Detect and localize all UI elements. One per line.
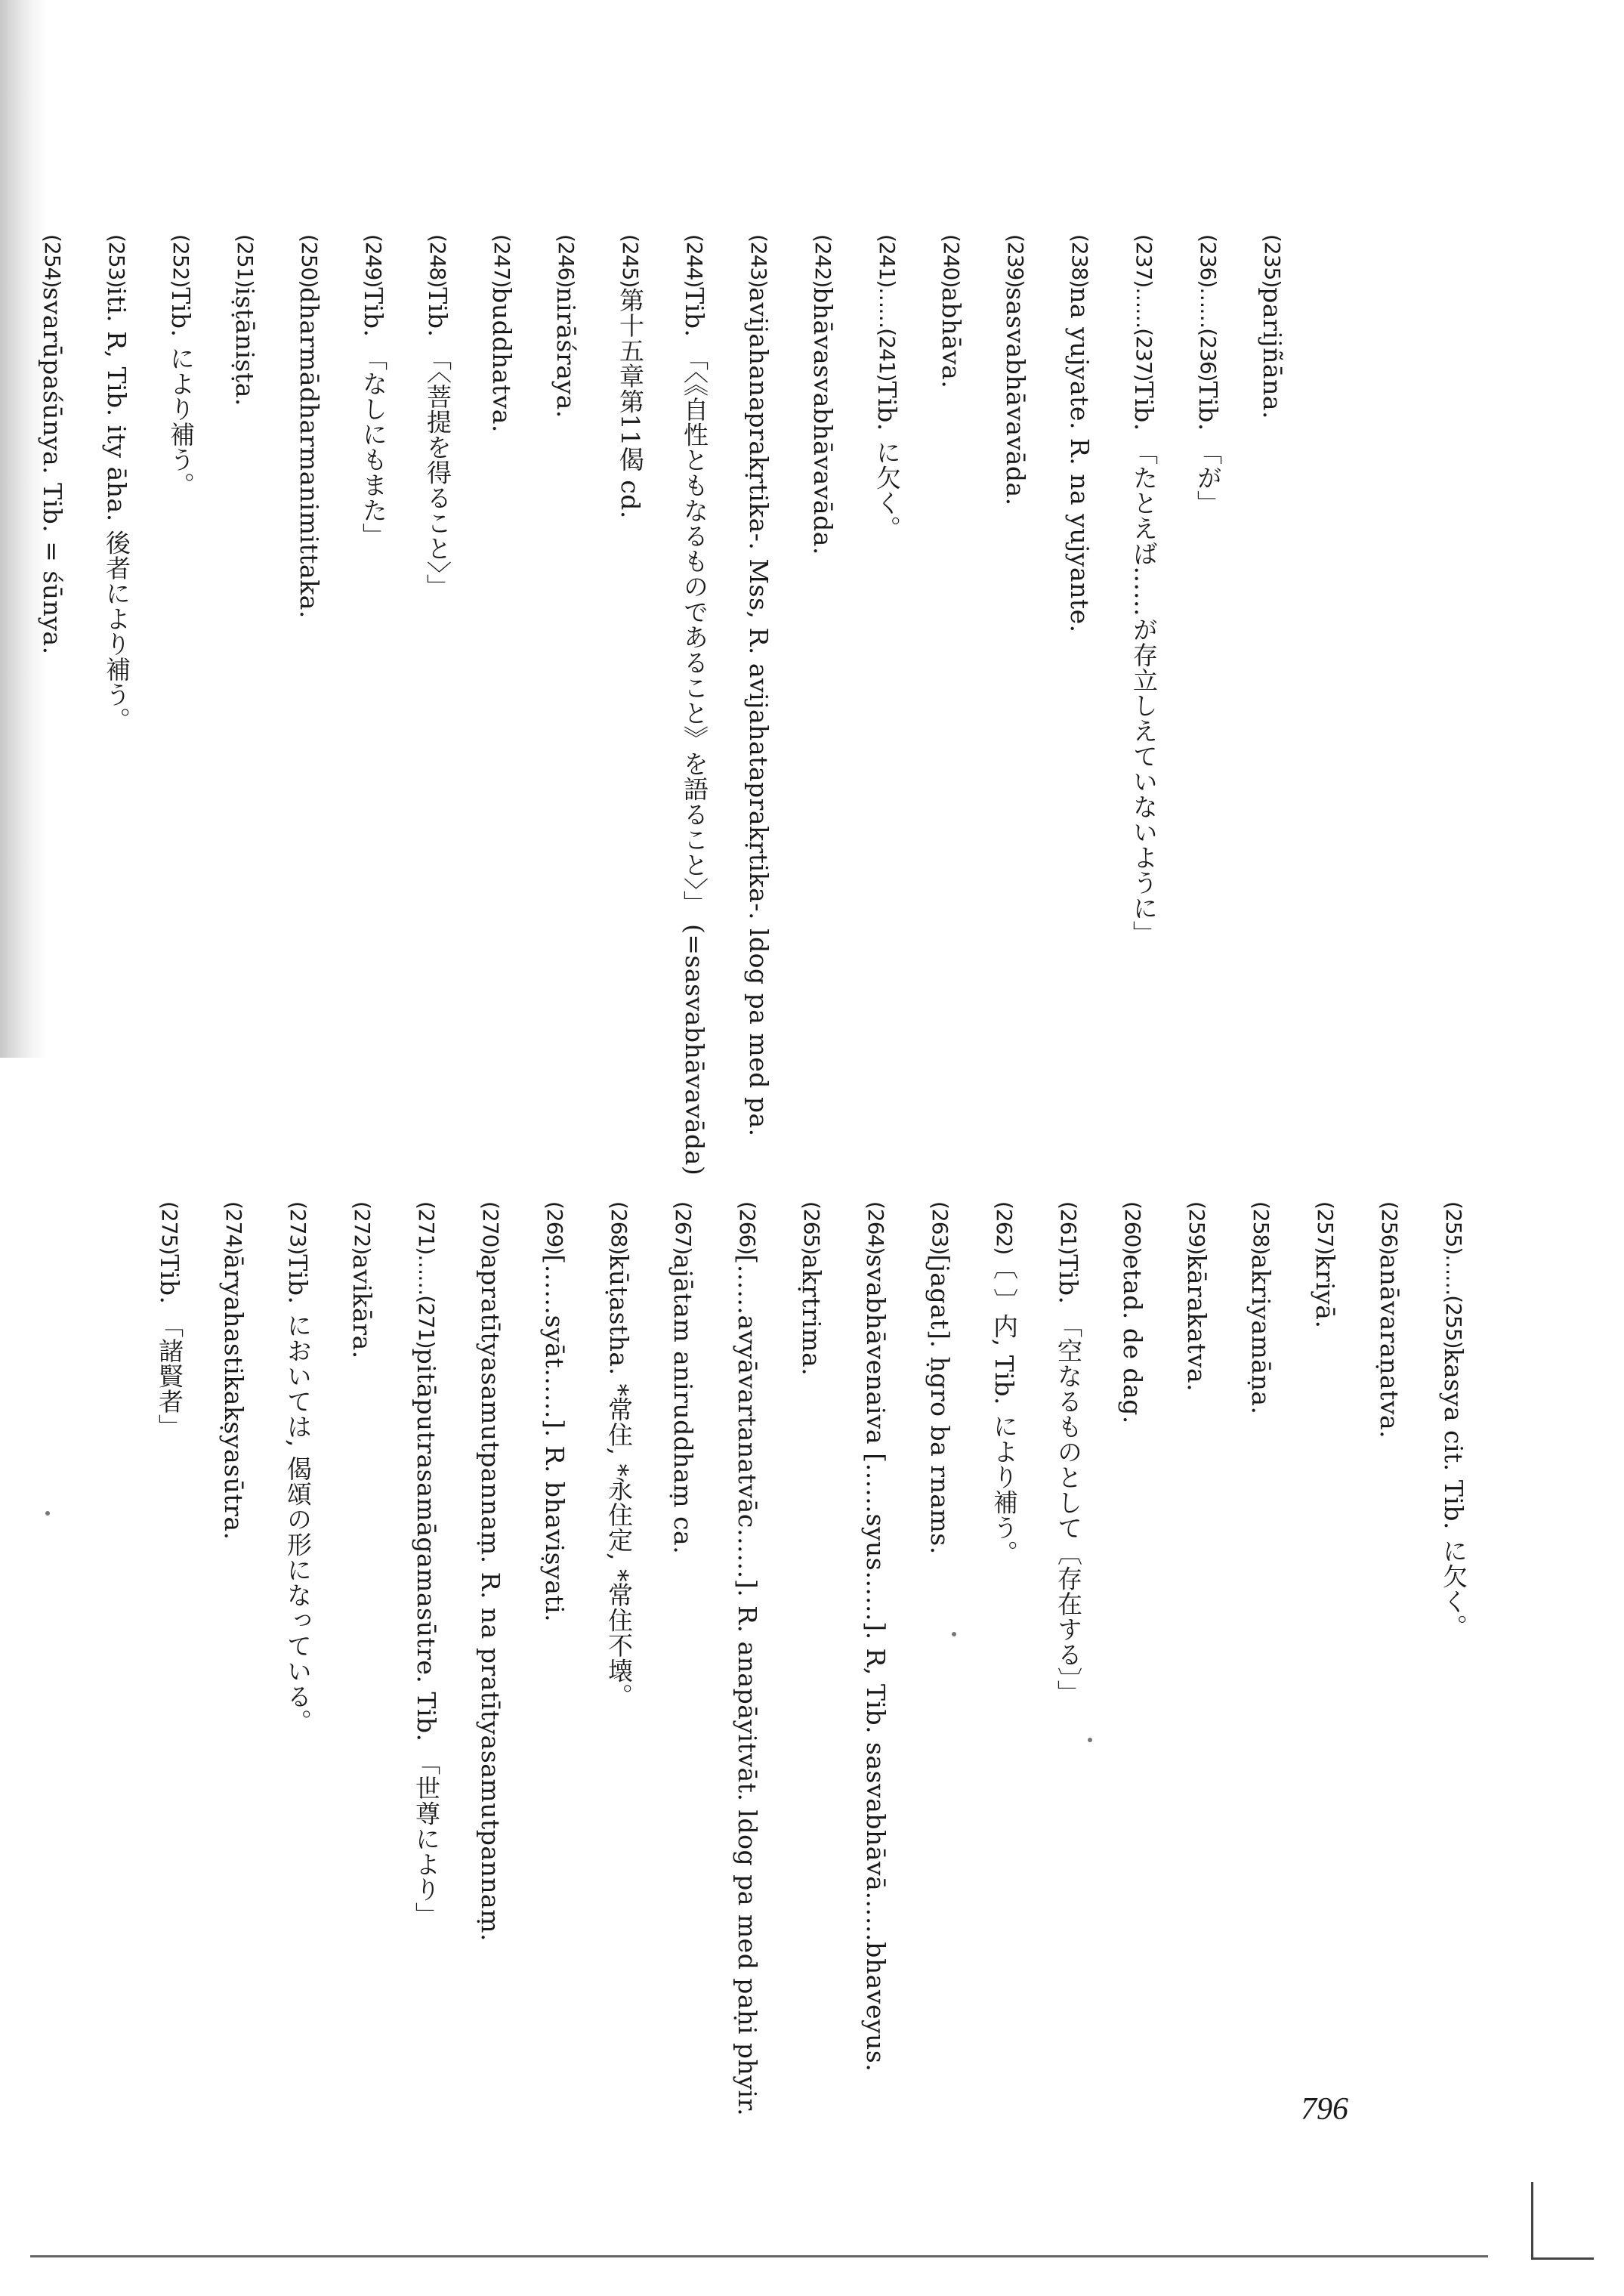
footnote-item: [903, 1201, 967, 2199]
crop-mark: [1531, 2182, 1594, 2260]
footnote-item: [325, 1201, 389, 2199]
footnote-number: (261): [1056, 1201, 1081, 1255]
footnote-number: (252): [168, 234, 193, 288]
footnote-text: sasvabhāvavāda.: [1001, 287, 1030, 506]
footnote-text: apratītyasamutpannaṃ. R. na pratītyasamutpannaṃ.: [476, 1254, 505, 1942]
footnote-text: 第十五章第11偈 cd.: [616, 287, 645, 519]
footnote-number: (256): [1377, 1201, 1402, 1255]
footnote-number: (272): [350, 1201, 375, 1255]
scan-speck: [45, 1511, 50, 1516]
footnote-number: (249): [361, 234, 386, 288]
footnote-item: [1031, 1201, 1095, 2199]
footnote-item: [1159, 1201, 1224, 2199]
footnote-number: (255)……(255): [1441, 1201, 1466, 1349]
footnote-number: (259): [1184, 1201, 1209, 1255]
footnote-item: [1224, 1201, 1288, 2199]
footnote-item: [721, 234, 786, 1137]
footnote-item: [453, 1201, 517, 2199]
footnote-text: iṣṭāniṣṭa.: [230, 287, 260, 406]
footnote-text: Tib. 「が」: [1193, 381, 1223, 516]
footnote-number: (242): [810, 234, 835, 288]
footnote-text: avijahanaprakṛtika-. Mss, R. avijahataprakṛtika-. ldog pa med pa.: [744, 287, 773, 1137]
footnote-item: [593, 234, 657, 1126]
footnote-item: [850, 234, 914, 1126]
footnote-number: (254): [40, 234, 65, 288]
footnote-item: [582, 1201, 646, 2199]
footnote-number: (248): [425, 234, 450, 288]
footnote-number: (237)……(237): [1132, 234, 1156, 382]
footnote-text: 〔 〕内, Tib. により補う。: [990, 1254, 1019, 1565]
bottom-rule: [30, 2255, 1488, 2257]
footnote-text: kriyā.: [1311, 1254, 1340, 1329]
footnote-text: avikāra.: [347, 1254, 377, 1359]
footnote-item: [786, 234, 850, 1126]
footnote-text: akriyamāṇa.: [1246, 1254, 1276, 1415]
notes-column-right: [151, 1201, 1480, 2199]
footnote-number: (271)……(271): [414, 1201, 439, 1349]
footnote-number: (266): [735, 1201, 760, 1255]
footnote-number: (246): [554, 234, 579, 288]
footnote-item: [400, 234, 465, 1126]
footnote-item: [838, 1201, 903, 2199]
footnote-text: na yujyate. R. na yujyante.: [1065, 287, 1095, 633]
footnote-item: [1235, 234, 1299, 1126]
footnote-text: Tib. 「〈《自性ともなるものであること》を語ること〉」 (=sasvabhāvavāda): [680, 287, 709, 1176]
footnote-number: (260): [1120, 1201, 1145, 1255]
footnote-number: (253): [104, 234, 129, 288]
footnote-item: [978, 234, 1042, 1126]
footnote-text: Tib. に欠く。: [872, 381, 902, 541]
footnote-item: [336, 234, 400, 1126]
footnote-item: [132, 1201, 196, 2199]
footnote-item: [1042, 234, 1107, 1126]
footnote-number: (247): [489, 234, 514, 288]
footnote-item: [529, 234, 593, 1126]
footnote-item: [646, 1201, 710, 2199]
footnote-text: Tib. 「諸賢者」: [155, 1254, 184, 1439]
footnote-number: (264): [863, 1201, 888, 1255]
footnote-number: (268): [607, 1201, 631, 1255]
footnote-number: (273): [286, 1201, 310, 1255]
footnote-item: [710, 1201, 774, 2199]
footnote-number: (275): [157, 1201, 182, 1255]
footnote-text: kūṭastha. *常住, *永住定, *常住不壊。: [604, 1254, 634, 1709]
footnote-text: akṛtrima.: [797, 1254, 826, 1377]
footnote-text: [……syāt……]. R. bhaviṣyati.: [540, 1254, 570, 1623]
footnote-number: (262): [992, 1201, 1017, 1255]
footnote-item: [208, 234, 272, 1126]
footnote-text: ajātam aniruddhaṃ ca.: [668, 1254, 698, 1555]
page-number: 796: [1301, 2092, 1348, 2127]
footnote-number: (238): [1067, 234, 1092, 288]
footnote-item: [967, 1201, 1031, 2199]
footnote-number: (265): [799, 1201, 824, 1255]
footnote-number: (263): [928, 1201, 952, 1255]
footnote-text: [……avyāvartanatvāc……]. R. anapāyitvāt. ldog pa med paḥi phyir.: [733, 1254, 762, 2117]
footnote-text: parijñāna.: [1258, 287, 1287, 420]
footnote-number: (239): [1003, 234, 1028, 288]
footnote-item: [261, 1201, 325, 2199]
footnote-text: abhāva.: [937, 287, 966, 389]
footnote-text: [jagat]. ḥgro ba rnams.: [925, 1254, 955, 1555]
footnote-number: (240): [939, 234, 964, 288]
footnote-item: [196, 1201, 261, 2199]
footnote-number: (269): [542, 1201, 567, 1255]
footnote-text: pitāputrasamāgamasūtre. Tib. 「世尊により」: [412, 1348, 441, 1928]
footnote-text: Tib. においては, 偈頌の形になっている。: [283, 1254, 313, 1735]
footnote-text: svabhāvenaiva [……syus……]. R, Tib. sasvabhāvā……bhaveyus.: [861, 1254, 891, 2072]
footnote-text: Tib. により補う。: [166, 287, 196, 498]
footnote-item: [517, 1201, 582, 2199]
footnote-number: (241)……(241): [875, 234, 900, 382]
footnote-item: [15, 234, 79, 1126]
footnote-number: (270): [478, 1201, 503, 1255]
footnote-number: (245): [618, 234, 643, 288]
footnote-number: (235): [1260, 234, 1285, 288]
footnote-number: (274): [221, 1201, 246, 1255]
footnote-item: [914, 234, 978, 1126]
footnote-text: Tib. 「空なるものとして〔存在する〕」: [1054, 1254, 1083, 1705]
footnote-text: iti. R, Tib. ity āha. 後者により補う。: [102, 287, 131, 733]
footnote-number: (243): [746, 234, 771, 288]
footnote-text: bhāvasvabhāvavāda.: [808, 287, 838, 555]
footnote-item: [774, 1201, 838, 2199]
footnote-text: Tib. 「たとえば……が存立しえていないように」: [1129, 381, 1159, 946]
footnote-text: svarūpaśūnya. Tib. = śūnya.: [38, 287, 67, 655]
footnote-item: [79, 234, 144, 1126]
footnote-item: [1352, 1201, 1416, 2199]
footnote-number: (244): [682, 234, 707, 288]
footnote-text: āryahastikakṣyasūtra.: [219, 1254, 249, 1540]
footnote-item: [144, 234, 208, 1126]
footnote-text: kārakatva.: [1182, 1254, 1212, 1392]
footnote-number: (250): [297, 234, 322, 288]
footnote-text: nirāśraya.: [551, 287, 581, 419]
footnote-item: [657, 234, 721, 1176]
footnote-text: Tib. 「〈菩提を得ること〉」: [423, 287, 452, 599]
footnote-item: [272, 234, 336, 1126]
footnote-number: (258): [1249, 1201, 1274, 1255]
footnote-text: anāvaraṇatva.: [1375, 1254, 1404, 1439]
footnote-number: (236)……(236): [1196, 234, 1221, 382]
scan-speck: [1088, 1738, 1092, 1742]
footnote-text: kasya cit. Tib. に欠く。: [1439, 1348, 1468, 1639]
footnote-item: [465, 234, 529, 1126]
footnote-text: Tib. 「なしにもまた」: [359, 287, 388, 549]
footnote-text: etad. de dag.: [1118, 1254, 1147, 1424]
footnote-item: [1171, 234, 1235, 1126]
notes-column-left: [38, 234, 1299, 1176]
footnote-text: buddhatva.: [487, 287, 517, 433]
footnote-text: dharmādharmanimittaka.: [295, 287, 324, 619]
footnote-item: [389, 1201, 453, 2199]
footnote-item: [1288, 1201, 1352, 2199]
footnote-item: [1107, 234, 1171, 1126]
footnote-number: (251): [233, 234, 258, 288]
footnote-number: (257): [1313, 1201, 1338, 1255]
footnote-item: [1416, 1201, 1480, 2199]
footnote-number: (267): [671, 1201, 696, 1255]
footnote-item: [1095, 1201, 1159, 2199]
scan-speck: [952, 1632, 956, 1636]
